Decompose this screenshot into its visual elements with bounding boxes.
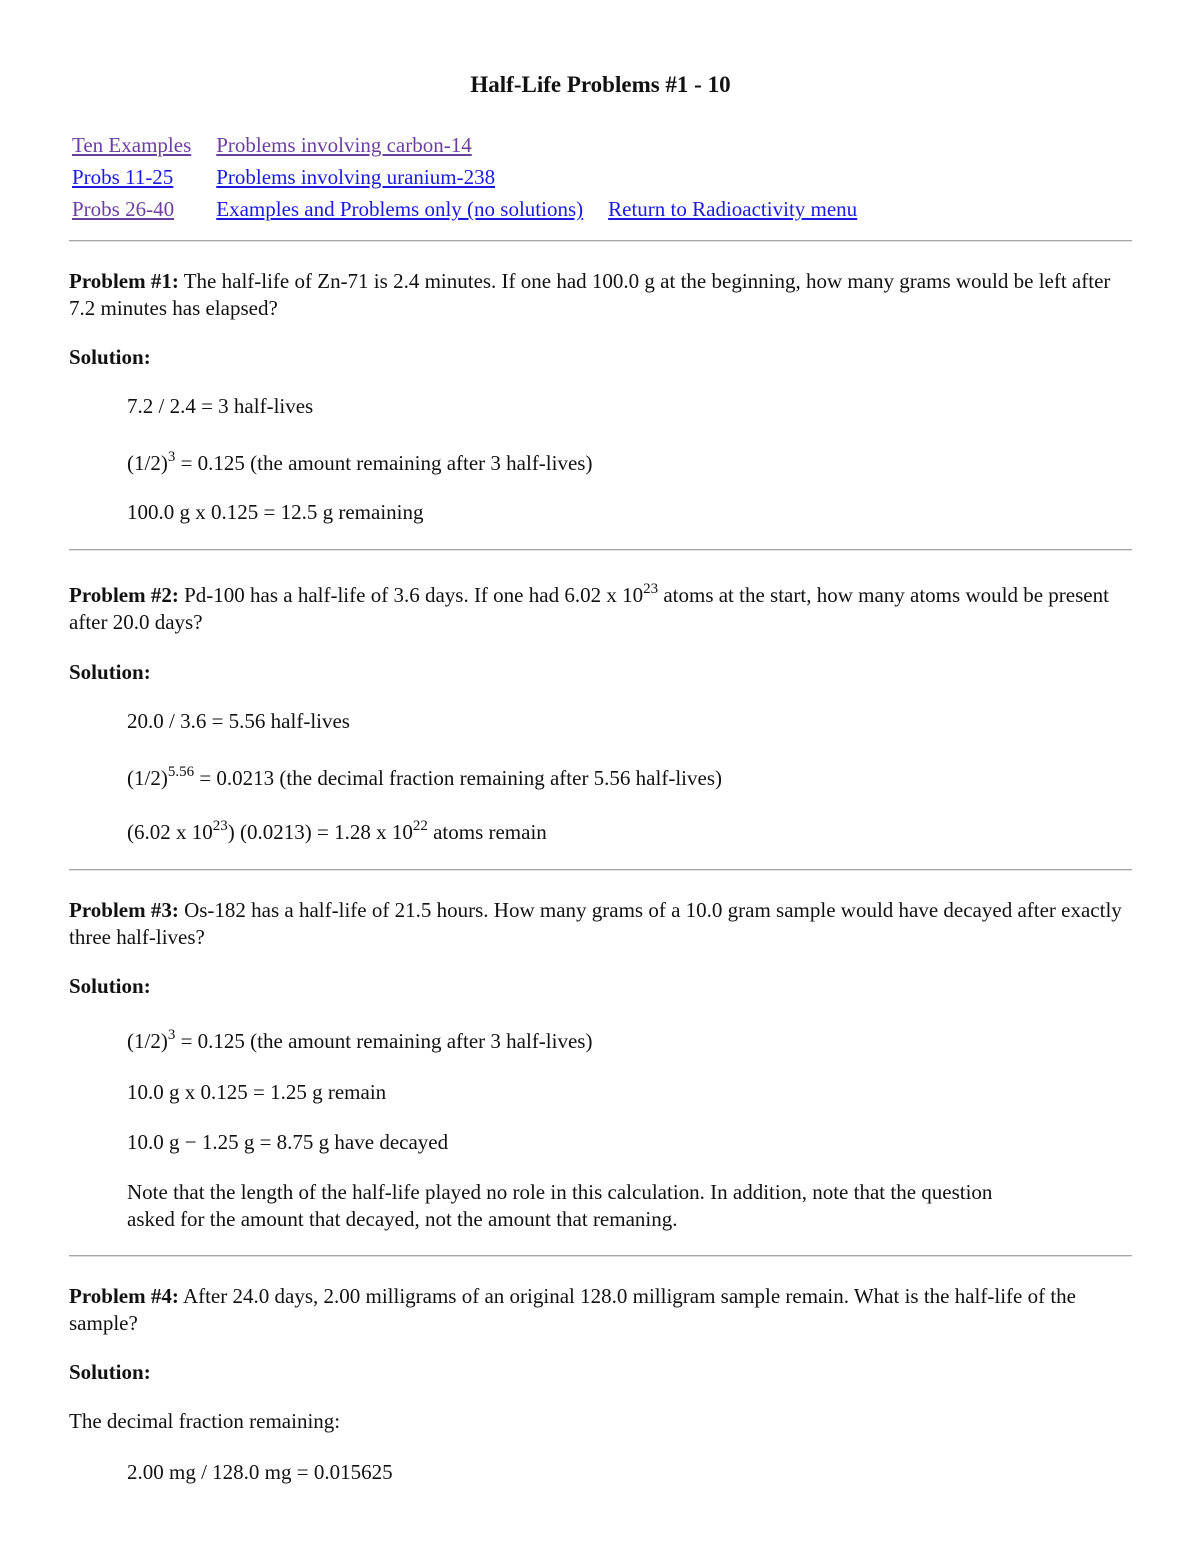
problem-label: Problem #4:	[69, 1284, 179, 1308]
solution-step: The decimal fraction remaining:	[69, 1409, 341, 1433]
nav-row	[69, 196, 879, 228]
solution-heading: Solution:	[69, 974, 151, 998]
nav-link-ten-examples[interactable]: Ten Examples	[72, 133, 192, 157]
divider	[69, 240, 1132, 242]
solution-heading: Solution:	[69, 1360, 151, 1384]
divider	[69, 869, 1132, 871]
solution-heading: Solution:	[69, 345, 151, 369]
nav-row	[69, 164, 879, 196]
nav-links-table	[69, 132, 879, 228]
solution-step: $(1/2)^3 = 0.125$ (the amount remaining after 3 half-lives)	[127, 449, 593, 475]
solution-step: 2.00 mg / 128.0 mg = 0.015625	[127, 1460, 393, 1484]
nav-link-no-solutions[interactable]: Examples and Problems only (no solutions)	[216, 197, 584, 221]
nav-link-probs-26-40[interactable]: Probs 26-40	[72, 197, 175, 221]
solution-step: $(1/2)^{5.56} = 0.0213$ (the decimal fraction remaining after 5.56 half-lives)	[127, 764, 722, 790]
solution-step: 20.0 / 3.6 = 5.56 half-lives	[127, 709, 350, 733]
problem-2-question: Problem #2: Pd-100 has a half-life of 3.6 days. If one had 6.02 x $10^{23}$ atoms at the start, how many atoms would be present after 20.0 days?	[69, 581, 1109, 634]
nav-link-uranium-238[interactable]: Problems involving uranium-238	[216, 165, 496, 189]
problem-1-question	[69, 268, 1132, 322]
nav-row	[69, 132, 879, 164]
problem-label: Problem #2:	[69, 583, 179, 607]
solution-step: (6.02 x $10^{23}$) (0.0213) = 1.28 x $10^{22}$ atoms remain	[127, 818, 547, 844]
page-title: Half-Life Problems #1 - 10	[470, 72, 731, 97]
nav-link-probs-11-25[interactable]: Probs 11-25	[72, 165, 174, 189]
nav-link-carbon-14[interactable]: Problems involving carbon-14	[216, 133, 472, 157]
solution-step: 7.2 / 2.4 = 3 half-lives	[127, 394, 314, 418]
divider	[69, 1255, 1132, 1257]
solution-note: Note that the length of the half-life played no role in this calculation. In addition, note that the question asked for the amount that decayed, not the amount that remaning.	[127, 1180, 993, 1231]
problem-text: The half-life of Zn-71 is 2.4 minutes. If one had 100.0 g at the beginning, how many grams would be left after 7.2 minutes has elapsed?	[69, 269, 1111, 320]
solution-step: 10.0 g − 1.25 g = 8.75 g have decayed	[127, 1130, 449, 1154]
nav-link-radioactivity-menu[interactable]: Return to Radioactivity menu	[608, 197, 858, 221]
solution-heading: Solution:	[69, 660, 151, 684]
divider	[69, 549, 1132, 551]
problem-4-question: Problem #4: After 24.0 days, 2.00 milligrams of an original 128.0 milligram sample remain. What is the half-life of the sample?	[69, 1284, 1077, 1335]
solution-step: 10.0 g x 0.125 = 1.25 g remain	[127, 1080, 387, 1104]
problem-label: Problem #1:	[69, 269, 179, 293]
problem-3-question: Problem #3: Os-182 has a half-life of 21.5 hours. How many grams of a 10.0 gram sample would have decayed after exactly three half-lives?	[69, 898, 1122, 949]
solution-step: 100.0 g x 0.125 = 12.5 g remaining	[127, 500, 424, 524]
problem-label: Problem #3:	[69, 898, 179, 922]
solution-step: $(1/2)^3 = 0.125$ (the amount remaining after 3 half-lives)	[127, 1027, 593, 1053]
